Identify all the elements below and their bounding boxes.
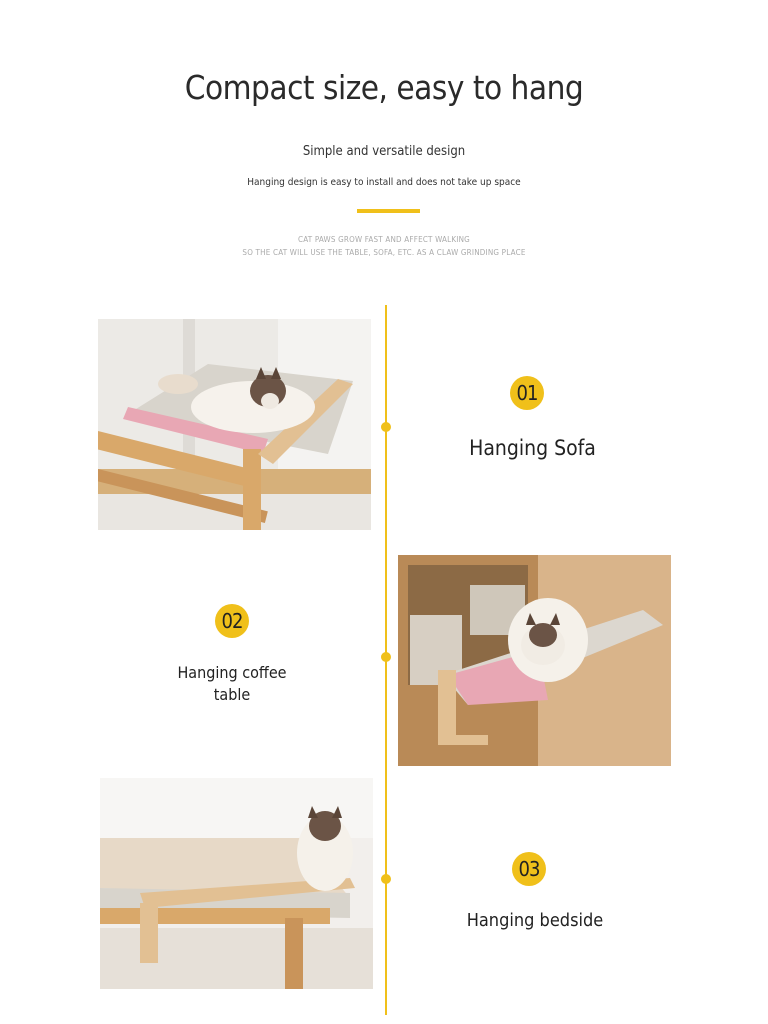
step-number-badge-3: 03	[512, 852, 546, 886]
subtitle: Simple and versatile design	[302, 144, 466, 159]
feature-label-3: Hanging bedside	[466, 910, 604, 931]
photo-hanging-coffee-table	[398, 555, 671, 766]
page-title: Compact size, easy to hang	[184, 68, 584, 107]
step-number-badge-1: 01	[510, 376, 544, 410]
feature-label-1: Hanging Sofa	[469, 436, 596, 460]
note-line-2: SO THE CAT WILL USE THE TABLE, SOFA, ETC. AS A CLAW GRINDING PLACE	[242, 248, 526, 257]
timeline-dot-2	[381, 652, 391, 662]
photo-hanging-sofa	[98, 319, 371, 530]
accent-divider	[357, 209, 420, 213]
timeline-dot-1	[381, 422, 391, 432]
feature-label-2: Hanging coffee table	[177, 663, 287, 704]
description: Hanging design is easy to install and does not take up space	[247, 177, 521, 188]
photo-hanging-bedside	[100, 778, 373, 989]
note-line-1: CAT PAWS GROW FAST AND AFFECT WALKING	[298, 235, 470, 244]
timeline-dot-3	[381, 874, 391, 884]
step-number-badge-2: 02	[215, 604, 249, 638]
